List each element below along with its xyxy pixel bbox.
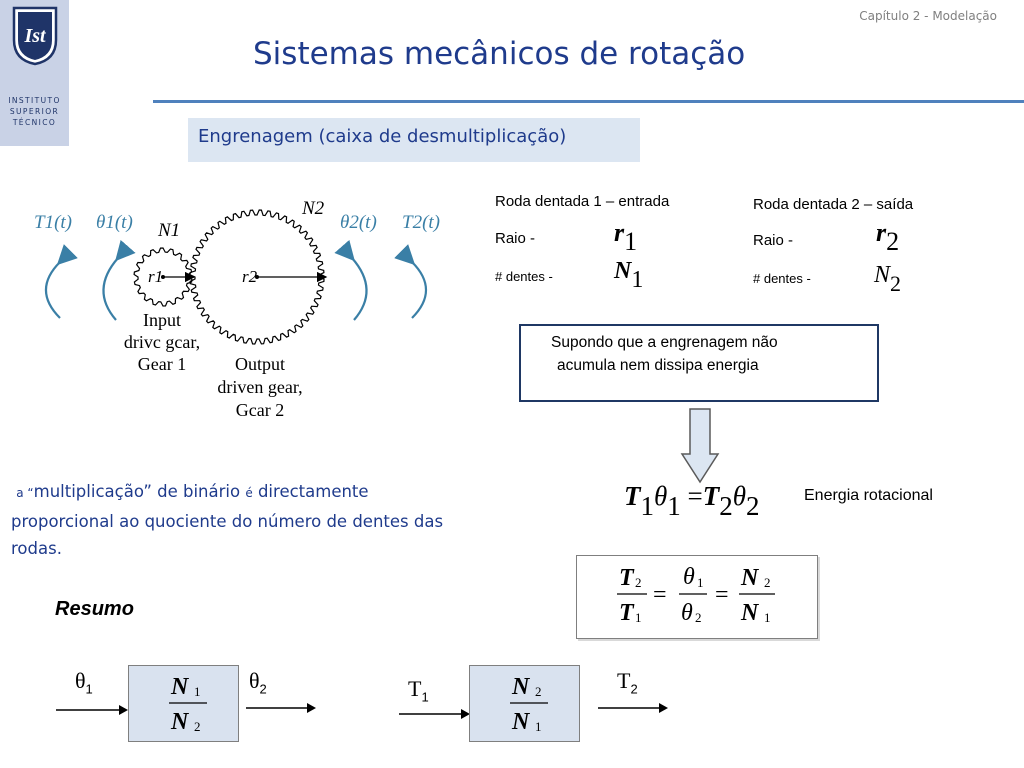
block2-input-label: $T_1$: [408, 676, 429, 705]
t1-label: T1(t): [34, 212, 72, 233]
gear2-teeth-symbol: N2: [874, 262, 902, 296]
svg-text:θ: θ: [683, 564, 695, 590]
svg-text:1: 1: [194, 684, 201, 699]
chapter-label: Capítulo 2 - Modelação: [859, 9, 997, 23]
svg-text:1: 1: [764, 610, 771, 625]
svg-text:N: N: [171, 674, 189, 700]
block1-output-label: $\theta_2$: [249, 668, 267, 697]
input-line-1: Input: [143, 310, 181, 330]
svg-text:N: N: [741, 600, 759, 626]
svg-text:N: N: [512, 709, 530, 735]
down-arrow-icon: [680, 408, 720, 484]
ratio-equation-box: [576, 555, 818, 639]
assumption-line: acumula nem dissipa energia: [557, 357, 759, 374]
svg-text:2: 2: [194, 719, 201, 734]
section-subtitle: Engrenagem (caixa de desmultiplicação): [188, 118, 640, 162]
assumption-box: [519, 324, 879, 402]
gear2-teeth-label: # dentes -: [753, 271, 811, 286]
gear2-radius-label: Raio -: [753, 232, 794, 249]
shield-icon: [12, 6, 58, 66]
torque1-arrow-icon: [46, 262, 60, 318]
svg-text:2: 2: [764, 575, 771, 590]
svg-text:=: =: [715, 582, 729, 608]
block1-output-arrow-icon: [246, 701, 320, 715]
input-line-3: Gear 1: [137, 354, 187, 374]
theta1-arrow-icon: [103, 258, 118, 320]
r1-label: r1: [148, 267, 164, 286]
output-line-2: driven gear,: [217, 377, 303, 397]
logo-line: SUPERIOR: [9, 107, 60, 116]
svg-text:2: 2: [535, 684, 542, 699]
ratio-equation: [577, 556, 817, 638]
block1-input-arrow-icon: [56, 703, 130, 717]
theta2-arrow-icon: [352, 258, 367, 320]
t2-label: T2(t): [402, 212, 440, 233]
svg-text:θ: θ: [681, 600, 693, 626]
svg-text:N: N: [512, 674, 530, 700]
block2-output-label: $T_2$: [617, 668, 638, 697]
gear2-heading: Roda dentada 2 – saída: [753, 196, 914, 213]
block1-gain: [129, 666, 238, 741]
gear-diagram: [20, 190, 470, 440]
block1-transfer-box: [128, 665, 239, 742]
block2-input-arrow-icon: [399, 707, 473, 721]
assumption-line: Supondo que a engrenagem não: [551, 334, 778, 351]
gear1-heading: Roda dentada 1 – entrada: [495, 193, 670, 210]
gear1-radius-label: Raio -: [495, 230, 536, 247]
torque2-arrow-icon: [412, 262, 426, 318]
energy-equation: T1θ1 =T2θ2: [624, 481, 760, 521]
svg-text:T: T: [619, 600, 634, 626]
svg-text:2: 2: [695, 610, 702, 625]
gear2-radius-symbol: r2: [876, 218, 900, 256]
summary-title: Resumo: [55, 598, 134, 620]
gear1-teeth-label: # dentes -: [495, 269, 553, 284]
output-line-3: Gcar 2: [235, 400, 285, 420]
svg-text:1: 1: [697, 575, 704, 590]
block2-gain: [470, 666, 579, 741]
logo-line: INSTITUTO: [8, 96, 61, 105]
svg-text:1: 1: [535, 719, 542, 734]
theta1-label: θ1(t): [96, 212, 133, 233]
r2-label: r2: [242, 267, 258, 286]
logo-line: TÉCNICO: [12, 118, 57, 127]
gear1-teeth-symbol: N1: [614, 258, 644, 293]
torque-multiplication-note: a “multiplicação” de binário é directamente proporcional ao quociente do número de dentes das rodas.: [11, 482, 444, 558]
block2-transfer-box: [469, 665, 580, 742]
svg-text:1: 1: [635, 610, 642, 625]
output-line-1: Output: [234, 354, 286, 374]
n1-label: N1: [158, 220, 181, 241]
n2-label: N2: [302, 198, 325, 219]
energy-label: Energia rotacional: [804, 487, 933, 504]
input-line-2: drivc gcar,: [123, 332, 201, 352]
svg-text:N: N: [171, 709, 189, 735]
svg-text:N: N: [741, 565, 759, 591]
theta2-label: θ2(t): [340, 212, 377, 233]
page-title: Sistemas mecânicos de rotação: [253, 36, 746, 72]
title-divider: [153, 100, 1024, 103]
svg-text:Ist: Ist: [24, 25, 46, 47]
block2-output-arrow-icon: [598, 701, 672, 715]
svg-text:=: =: [653, 582, 667, 608]
svg-text:2: 2: [635, 575, 642, 590]
institution-logo: [0, 0, 69, 146]
svg-text:T: T: [619, 565, 634, 591]
gear1-radius-symbol: r1: [614, 218, 638, 256]
block1-input-label: $\theta_1$: [75, 668, 93, 697]
